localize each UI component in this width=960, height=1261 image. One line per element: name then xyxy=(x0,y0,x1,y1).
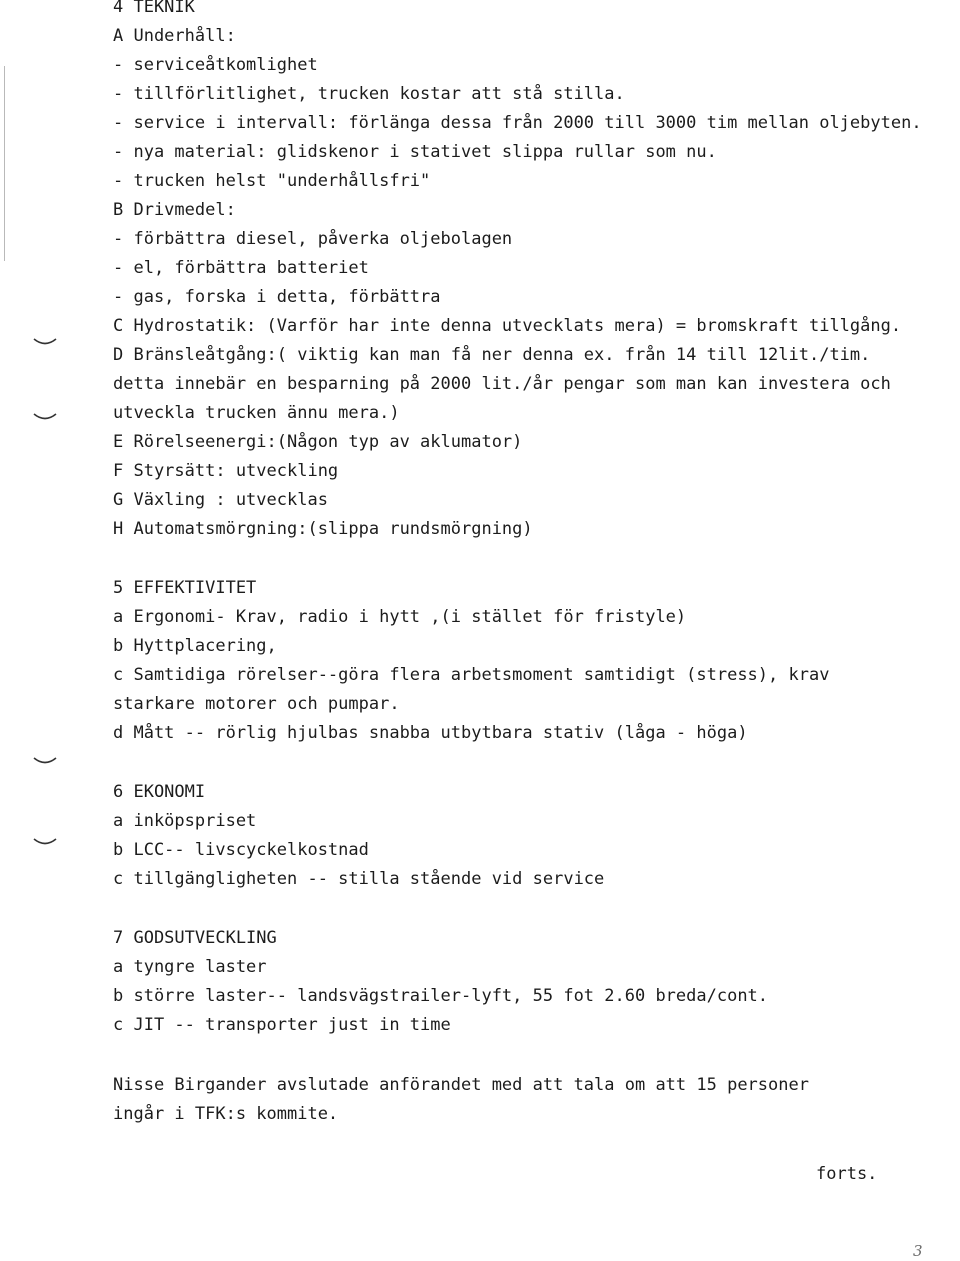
subheading-styrsatt: F Styrsätt: utveckling xyxy=(113,461,339,481)
list-item: - nya material: glidskenor i stativet slippa rullar som nu. xyxy=(113,142,717,162)
subheading-rorelseenergi: E Rörelseenergi:(Någon typ av aklumator) xyxy=(113,432,523,452)
list-item: a Ergonomi- Krav, radio i hytt ,(i stället för fristyle) xyxy=(113,607,687,627)
subheading-underhall: A Underhåll: xyxy=(113,26,236,46)
page-number: 3 xyxy=(913,1242,923,1260)
subheading-automatsmorjning: H Automatsmörgning:(slippa rundsmörgning) xyxy=(113,519,533,539)
list-item: b LCC-- livscyckelkostnad xyxy=(113,840,369,860)
closing-paragraph-line: Nisse Birgander avslutade anförandet med att tala om att 15 personer xyxy=(113,1075,809,1095)
list-item: - trucken helst "underhållsfri" xyxy=(113,171,431,191)
subheading-bransleatgang: D Bränsleåtgång:( viktig kan man få ner denna ex. från 14 till 12lit./tim. xyxy=(113,345,871,365)
continued-label: forts. xyxy=(816,1164,878,1184)
list-item: c tillgängligheten -- stilla stående vid service xyxy=(113,869,605,889)
list-item: - förbättra diesel, påverka oljebolagen xyxy=(113,229,513,249)
list-item: a inköpspriset xyxy=(113,811,257,831)
list-item: c Samtidiga rörelser--göra flera arbetsmoment samtidigt (stress), krav xyxy=(113,665,830,685)
subheading-hydrostatik: C Hydrostatik: (Varför har inte denna utvecklats mera) = bromskraft tillgång. xyxy=(113,316,902,336)
subheading-vaxling: G Växling : utvecklas xyxy=(113,490,328,510)
paragraph-line: starkare motorer och pumpar. xyxy=(113,694,400,714)
list-item: a tyngre laster xyxy=(113,957,267,977)
section-heading-ekonomi: 6 EKONOMI xyxy=(113,782,206,802)
list-item: - serviceåtkomlighet xyxy=(113,55,318,75)
punch-mark-icon xyxy=(32,337,58,347)
list-item: d Mått -- rörlig hjulbas snabba utbytbara stativ (låga - höga) xyxy=(113,723,748,743)
list-item: c JIT -- transporter just in time xyxy=(113,1015,451,1035)
subheading-drivmedel: B Drivmedel: xyxy=(113,200,236,220)
list-item: b Hyttplacering, xyxy=(113,636,277,656)
list-item: b större laster-- landsvägstrailer-lyft, 55 fot 2.60 breda/cont. xyxy=(113,986,769,1006)
list-item: - el, förbättra batteriet xyxy=(113,258,369,278)
margin-rule xyxy=(4,66,5,261)
section-heading-effektivitet: 5 EFFEKTIVITET xyxy=(113,578,257,598)
punch-mark-icon xyxy=(32,837,58,847)
paragraph-line: detta innebär en besparning på 2000 lit./år pengar som man kan investera och xyxy=(113,374,891,394)
closing-paragraph-line: ingår i TFK:s kommite. xyxy=(113,1104,339,1124)
punch-mark-icon xyxy=(32,756,58,766)
section-heading-godsutveckling: 7 GODSUTVECKLING xyxy=(113,928,277,948)
list-item: - tillförlitlighet, trucken kostar att stå stilla. xyxy=(113,84,625,104)
paragraph-line: utveckla trucken ännu mera.) xyxy=(113,403,400,423)
section-heading-teknik: 4 TEKNIK xyxy=(113,0,195,17)
punch-mark-icon xyxy=(32,412,58,422)
list-item: - gas, forska i detta, förbättra xyxy=(113,287,441,307)
list-item: - service i intervall: förlänga dessa från 2000 till 3000 tim mellan oljebyten. xyxy=(113,113,922,133)
